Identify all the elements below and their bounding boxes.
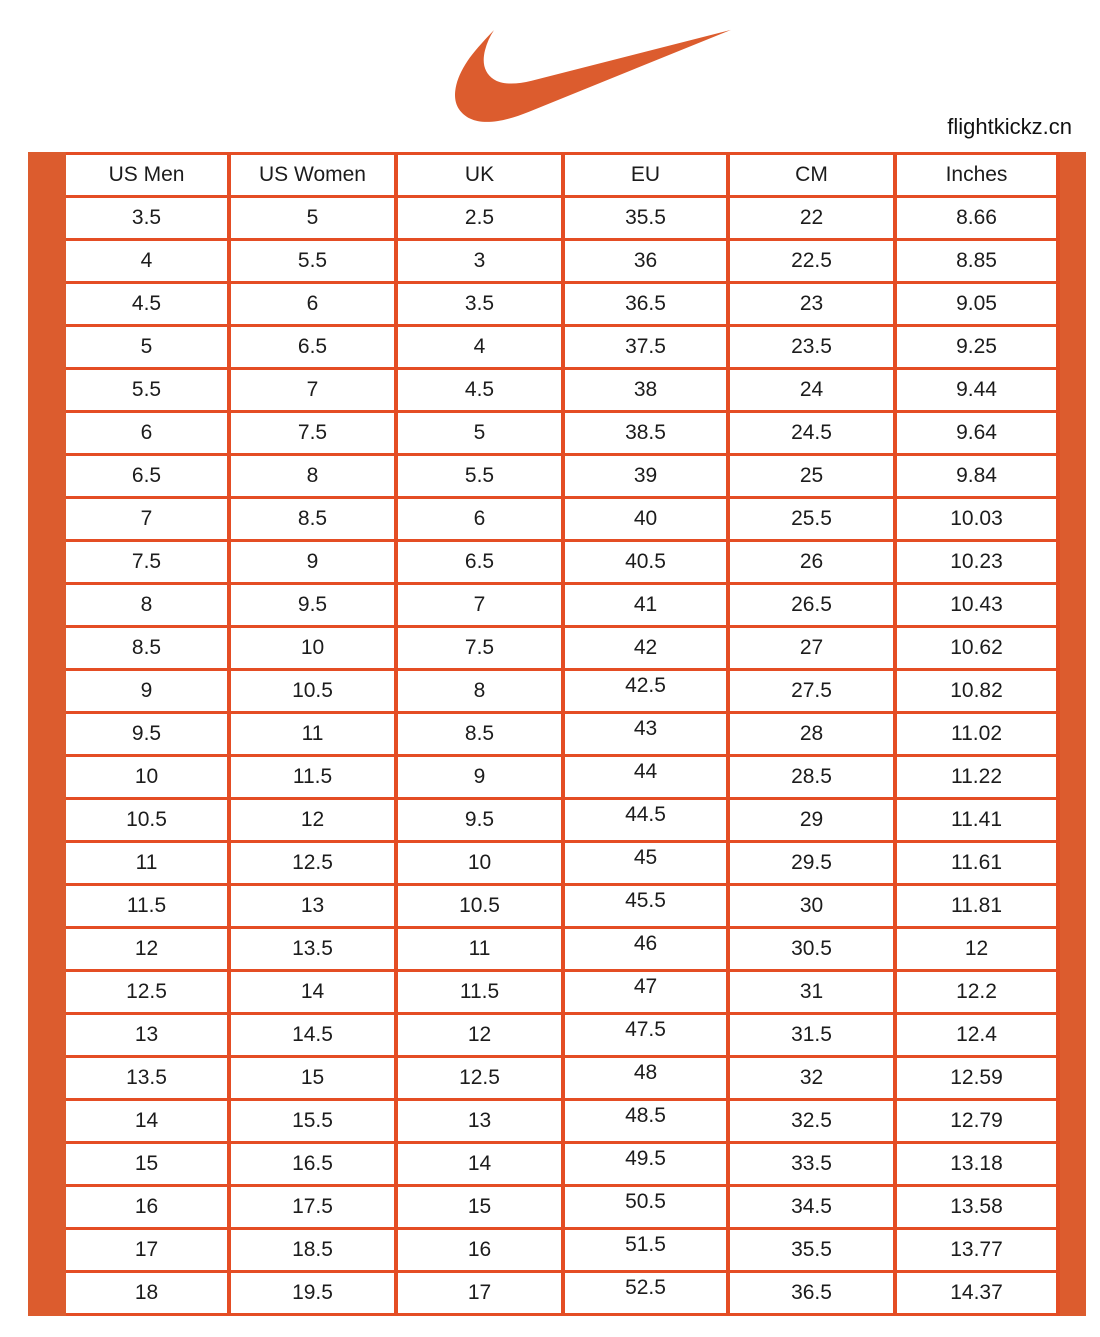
right-accent-bar (1058, 799, 1084, 842)
cell-us-women: 10.5 (229, 670, 396, 713)
column-header-us-women: US Women (229, 154, 396, 197)
cell-eu: 44.5 (563, 799, 728, 842)
cell-cm: 35.5 (728, 1229, 895, 1272)
cell-us-men: 11 (64, 842, 229, 885)
cell-uk: 6.5 (396, 541, 563, 584)
cell-inches: 12 (895, 928, 1058, 971)
cell-uk: 9 (396, 756, 563, 799)
cell-inches: 13.58 (895, 1186, 1058, 1229)
left-accent-bar (30, 1272, 64, 1315)
cell-inches: 9.25 (895, 326, 1058, 369)
column-header-cm: CM (728, 154, 895, 197)
left-accent-bar (30, 670, 64, 713)
cell-us-women: 11.5 (229, 756, 396, 799)
cell-eu: 41 (563, 584, 728, 627)
cell-us-men: 7.5 (64, 541, 229, 584)
cell-uk: 6 (396, 498, 563, 541)
cell-us-men: 7 (64, 498, 229, 541)
cell-cm: 32 (728, 1057, 895, 1100)
cell-cm: 24 (728, 369, 895, 412)
cell-inches: 11.22 (895, 756, 1058, 799)
left-accent-bar (30, 1057, 64, 1100)
cell-eu: 49.5 (563, 1143, 728, 1186)
cell-us-men: 15 (64, 1143, 229, 1186)
left-accent-bar (30, 971, 64, 1014)
cell-eu: 45 (563, 842, 728, 885)
cell-eu: 47.5 (563, 1014, 728, 1057)
right-accent-bar (1058, 1100, 1084, 1143)
cell-inches: 9.64 (895, 412, 1058, 455)
right-accent-bar (1058, 1014, 1084, 1057)
cell-inches: 10.62 (895, 627, 1058, 670)
cell-cm: 31 (728, 971, 895, 1014)
column-header-uk: UK (396, 154, 563, 197)
left-accent-bar (30, 1014, 64, 1057)
cell-inches: 10.03 (895, 498, 1058, 541)
cell-cm: 23.5 (728, 326, 895, 369)
cell-cm: 24.5 (728, 412, 895, 455)
table-row (30, 1100, 1084, 1143)
table-row (30, 584, 1084, 627)
nike-logo (455, 26, 731, 123)
cell-us-women: 13.5 (229, 928, 396, 971)
right-accent-bar (1058, 756, 1084, 799)
right-accent-bar (1058, 541, 1084, 584)
left-accent-bar (30, 1143, 64, 1186)
column-header-us-men: US Men (64, 154, 229, 197)
left-accent-bar (30, 756, 64, 799)
cell-cm: 27 (728, 627, 895, 670)
cell-cm: 34.5 (728, 1186, 895, 1229)
cell-us-women: 15.5 (229, 1100, 396, 1143)
left-accent-bar (30, 326, 64, 369)
nike-swoosh-icon (455, 26, 731, 123)
cell-us-women: 9 (229, 541, 396, 584)
left-accent-bar (30, 584, 64, 627)
cell-eu: 38.5 (563, 412, 728, 455)
table-row (30, 1272, 1084, 1315)
right-accent-bar (1058, 627, 1084, 670)
cell-eu: 51.5 (563, 1229, 728, 1272)
cell-uk: 2.5 (396, 197, 563, 240)
right-accent-bar (1058, 326, 1084, 369)
left-accent-bar (30, 1186, 64, 1229)
cell-us-men: 8.5 (64, 627, 229, 670)
left-accent-bar (30, 713, 64, 756)
right-accent-bar (1058, 713, 1084, 756)
table-row (30, 541, 1084, 584)
cell-inches: 10.43 (895, 584, 1058, 627)
cell-cm: 23 (728, 283, 895, 326)
cell-cm: 22 (728, 197, 895, 240)
cell-eu: 42.5 (563, 670, 728, 713)
column-header-eu: EU (563, 154, 728, 197)
cell-cm: 30.5 (728, 928, 895, 971)
right-accent-bar (1058, 971, 1084, 1014)
column-header-inches: Inches (895, 154, 1058, 197)
cell-eu: 47 (563, 971, 728, 1014)
cell-uk: 17 (396, 1272, 563, 1315)
cell-uk: 3 (396, 240, 563, 283)
right-accent-bar (1058, 498, 1084, 541)
cell-eu: 36.5 (563, 283, 728, 326)
left-accent-bar (30, 154, 64, 197)
table-row (30, 455, 1084, 498)
cell-us-women: 12.5 (229, 842, 396, 885)
right-accent-bar (1058, 842, 1084, 885)
cell-cm: 25 (728, 455, 895, 498)
table-row (30, 713, 1084, 756)
right-accent-bar (1058, 928, 1084, 971)
cell-eu: 43 (563, 713, 728, 756)
cell-cm: 36.5 (728, 1272, 895, 1315)
right-accent-bar (1058, 455, 1084, 498)
cell-inches: 10.23 (895, 541, 1058, 584)
cell-us-women: 7 (229, 369, 396, 412)
size-table-body (30, 197, 1084, 1315)
right-accent-bar (1058, 670, 1084, 713)
cell-us-men: 4 (64, 240, 229, 283)
header-row (30, 154, 1084, 197)
table-row (30, 670, 1084, 713)
cell-us-women: 7.5 (229, 412, 396, 455)
left-accent-bar (30, 498, 64, 541)
cell-us-women: 10 (229, 627, 396, 670)
cell-us-women: 18.5 (229, 1229, 396, 1272)
cell-us-women: 15 (229, 1057, 396, 1100)
cell-inches: 12.2 (895, 971, 1058, 1014)
cell-us-women: 13 (229, 885, 396, 928)
cell-us-women: 12 (229, 799, 396, 842)
right-accent-bar (1058, 197, 1084, 240)
table-row (30, 756, 1084, 799)
cell-uk: 14 (396, 1143, 563, 1186)
cell-uk: 7.5 (396, 627, 563, 670)
cell-us-men: 5.5 (64, 369, 229, 412)
cell-us-men: 9 (64, 670, 229, 713)
table-row (30, 799, 1084, 842)
cell-inches: 12.4 (895, 1014, 1058, 1057)
cell-us-men: 3.5 (64, 197, 229, 240)
cell-inches: 13.18 (895, 1143, 1058, 1186)
right-accent-bar (1058, 1057, 1084, 1100)
cell-inches: 10.82 (895, 670, 1058, 713)
right-accent-bar (1058, 584, 1084, 627)
right-accent-bar (1058, 369, 1084, 412)
cell-us-women: 16.5 (229, 1143, 396, 1186)
cell-inches: 9.84 (895, 455, 1058, 498)
size-table-head (30, 154, 1084, 197)
cell-cm: 27.5 (728, 670, 895, 713)
table-row (30, 1186, 1084, 1229)
cell-us-women: 17.5 (229, 1186, 396, 1229)
cell-us-women: 14.5 (229, 1014, 396, 1057)
cell-us-women: 14 (229, 971, 396, 1014)
left-accent-bar (30, 885, 64, 928)
right-accent-bar (1058, 1229, 1084, 1272)
cell-us-men: 10.5 (64, 799, 229, 842)
table-row (30, 197, 1084, 240)
cell-cm: 26.5 (728, 584, 895, 627)
cell-us-women: 19.5 (229, 1272, 396, 1315)
cell-us-men: 9.5 (64, 713, 229, 756)
cell-us-men: 6.5 (64, 455, 229, 498)
cell-cm: 26 (728, 541, 895, 584)
cell-us-men: 17 (64, 1229, 229, 1272)
left-accent-bar (30, 412, 64, 455)
cell-us-women: 11 (229, 713, 396, 756)
cell-us-men: 10 (64, 756, 229, 799)
cell-us-men: 12.5 (64, 971, 229, 1014)
table-row (30, 369, 1084, 412)
cell-inches: 11.02 (895, 713, 1058, 756)
cell-uk: 7 (396, 584, 563, 627)
cell-inches: 12.59 (895, 1057, 1058, 1100)
left-accent-bar (30, 283, 64, 326)
cell-eu: 46 (563, 928, 728, 971)
cell-inches: 11.81 (895, 885, 1058, 928)
cell-us-men: 8 (64, 584, 229, 627)
table-row (30, 240, 1084, 283)
cell-us-women: 5.5 (229, 240, 396, 283)
table-row (30, 326, 1084, 369)
cell-us-women: 8 (229, 455, 396, 498)
table-row (30, 1014, 1084, 1057)
cell-inches: 12.79 (895, 1100, 1058, 1143)
cell-inches: 14.37 (895, 1272, 1058, 1315)
table-row (30, 1229, 1084, 1272)
cell-inches: 11.61 (895, 842, 1058, 885)
cell-us-men: 4.5 (64, 283, 229, 326)
cell-eu: 48 (563, 1057, 728, 1100)
right-accent-bar (1058, 240, 1084, 283)
cell-us-men: 18 (64, 1272, 229, 1315)
left-accent-bar (30, 369, 64, 412)
cell-uk: 5.5 (396, 455, 563, 498)
table-row (30, 627, 1084, 670)
cell-uk: 11.5 (396, 971, 563, 1014)
right-accent-bar (1058, 1272, 1084, 1315)
left-accent-bar (30, 1100, 64, 1143)
left-accent-bar (30, 541, 64, 584)
left-accent-bar (30, 455, 64, 498)
right-accent-bar (1058, 1143, 1084, 1186)
watermark-text: flightkickz.cn (947, 114, 1072, 139)
left-accent-bar (30, 627, 64, 670)
cell-us-women: 9.5 (229, 584, 396, 627)
cell-uk: 5 (396, 412, 563, 455)
cell-uk: 4.5 (396, 369, 563, 412)
cell-uk: 15 (396, 1186, 563, 1229)
right-accent-bar (1058, 1186, 1084, 1229)
cell-eu: 37.5 (563, 326, 728, 369)
table-row (30, 498, 1084, 541)
cell-eu: 38 (563, 369, 728, 412)
left-accent-bar (30, 842, 64, 885)
cell-cm: 32.5 (728, 1100, 895, 1143)
cell-eu: 52.5 (563, 1272, 728, 1315)
cell-cm: 29.5 (728, 842, 895, 885)
cell-us-men: 13 (64, 1014, 229, 1057)
table-row (30, 885, 1084, 928)
cell-cm: 31.5 (728, 1014, 895, 1057)
table-row (30, 1057, 1084, 1100)
cell-us-men: 5 (64, 326, 229, 369)
cell-eu: 39 (563, 455, 728, 498)
cell-us-men: 14 (64, 1100, 229, 1143)
cell-us-men: 12 (64, 928, 229, 971)
cell-uk: 4 (396, 326, 563, 369)
size-chart-table (28, 152, 1086, 1316)
cell-us-women: 6 (229, 283, 396, 326)
right-accent-bar (1058, 412, 1084, 455)
cell-inches: 13.77 (895, 1229, 1058, 1272)
cell-eu: 40.5 (563, 541, 728, 584)
cell-uk: 12 (396, 1014, 563, 1057)
left-accent-bar (30, 928, 64, 971)
right-accent-bar (1058, 885, 1084, 928)
cell-eu: 36 (563, 240, 728, 283)
cell-us-men: 11.5 (64, 885, 229, 928)
cell-uk: 10.5 (396, 885, 563, 928)
cell-eu: 45.5 (563, 885, 728, 928)
cell-inches: 9.44 (895, 369, 1058, 412)
cell-cm: 25.5 (728, 498, 895, 541)
cell-uk: 3.5 (396, 283, 563, 326)
cell-eu: 50.5 (563, 1186, 728, 1229)
cell-inches: 8.85 (895, 240, 1058, 283)
table-row (30, 283, 1084, 326)
right-accent-bar (1058, 283, 1084, 326)
cell-us-men: 6 (64, 412, 229, 455)
right-accent-bar (1058, 154, 1084, 197)
cell-eu: 48.5 (563, 1100, 728, 1143)
cell-us-women: 8.5 (229, 498, 396, 541)
cell-eu: 35.5 (563, 197, 728, 240)
left-accent-bar (30, 197, 64, 240)
table-row (30, 971, 1084, 1014)
cell-uk: 11 (396, 928, 563, 971)
cell-us-men: 13.5 (64, 1057, 229, 1100)
cell-inches: 11.41 (895, 799, 1058, 842)
cell-inches: 8.66 (895, 197, 1058, 240)
cell-cm: 29 (728, 799, 895, 842)
left-accent-bar (30, 799, 64, 842)
cell-eu: 44 (563, 756, 728, 799)
cell-uk: 9.5 (396, 799, 563, 842)
cell-us-women: 6.5 (229, 326, 396, 369)
left-accent-bar (30, 1229, 64, 1272)
cell-eu: 42 (563, 627, 728, 670)
left-accent-bar (30, 240, 64, 283)
cell-inches: 9.05 (895, 283, 1058, 326)
cell-uk: 10 (396, 842, 563, 885)
table-row (30, 1143, 1084, 1186)
cell-us-women: 5 (229, 197, 396, 240)
cell-cm: 33.5 (728, 1143, 895, 1186)
cell-cm: 28.5 (728, 756, 895, 799)
cell-uk: 13 (396, 1100, 563, 1143)
table-row (30, 412, 1084, 455)
cell-cm: 28 (728, 713, 895, 756)
cell-uk: 12.5 (396, 1057, 563, 1100)
cell-eu: 40 (563, 498, 728, 541)
cell-us-men: 16 (64, 1186, 229, 1229)
cell-cm: 30 (728, 885, 895, 928)
table-row (30, 928, 1084, 971)
table-row (30, 842, 1084, 885)
cell-uk: 8.5 (396, 713, 563, 756)
cell-uk: 16 (396, 1229, 563, 1272)
cell-uk: 8 (396, 670, 563, 713)
cell-cm: 22.5 (728, 240, 895, 283)
